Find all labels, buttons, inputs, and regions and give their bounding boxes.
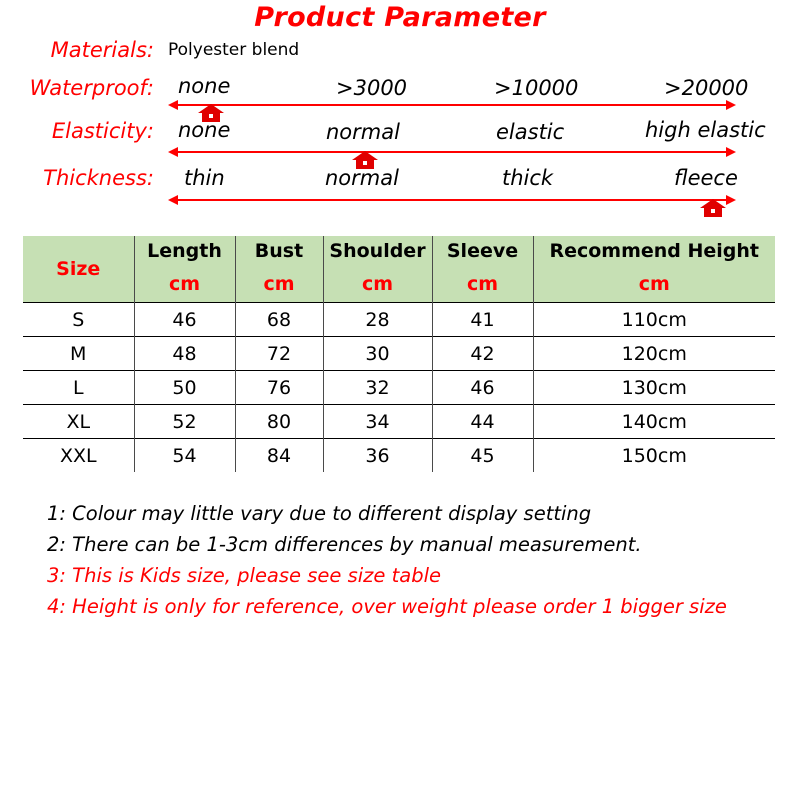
note-item: 3: This is Kids size, please see size table [47, 564, 441, 587]
materials-value: Polyester blend [168, 40, 300, 60]
waterproof-option-2: >3000 [336, 76, 408, 100]
waterproof-scale-arrow [168, 95, 736, 115]
note-item: 2: There can be 1-3cm differences by manual measurement. [47, 533, 642, 556]
house-marker-icon [700, 199, 726, 217]
thickness-option-2: normal [325, 166, 399, 190]
column-name: Shoulder [329, 240, 426, 262]
shoulder-cell: 36 [323, 439, 432, 473]
shoulder-cell: 30 [323, 337, 432, 371]
thickness-label: Thickness: [43, 166, 154, 190]
size-table [23, 236, 775, 472]
table-row [23, 405, 775, 439]
shoulder-cell: 28 [323, 303, 432, 337]
column-name: Recommend Height [549, 240, 760, 262]
thickness-option-4: fleece [674, 166, 738, 190]
table-row [23, 337, 775, 371]
bust-column-header [235, 236, 323, 303]
height-cell: 150cm [533, 439, 775, 473]
column-unit: cm [361, 273, 394, 295]
sleeve-cell: 44 [432, 405, 533, 439]
size-cell: XL [23, 405, 134, 439]
column-unit: cm [168, 273, 201, 295]
elasticity-label: Elasticity: [51, 119, 154, 143]
thickness-option-1: thin [184, 166, 225, 190]
shoulder-cell: 34 [323, 405, 432, 439]
height-cell: 120cm [533, 337, 775, 371]
shoulder-column-header [323, 236, 432, 303]
size-cell: L [23, 371, 134, 405]
table-row [23, 303, 775, 337]
column-unit: cm [466, 273, 499, 295]
elasticity-scale-arrow [168, 142, 736, 162]
waterproof-option-4: >20000 [664, 76, 749, 100]
notes-list [47, 498, 727, 622]
bust-cell: 68 [235, 303, 323, 337]
table-row [23, 439, 775, 473]
sleeve-cell: 41 [432, 303, 533, 337]
size-cell: M [23, 337, 134, 371]
length-cell: 50 [134, 371, 235, 405]
sleeve-cell: 45 [432, 439, 533, 473]
waterproof-option-3: >10000 [494, 76, 579, 100]
sleeve-cell: 42 [432, 337, 533, 371]
column-name: Sleeve [446, 240, 519, 262]
waterproof-option-1: none [178, 74, 231, 98]
size-column-header [23, 236, 134, 303]
size-cell: XXL [23, 439, 134, 473]
note-item: 1: Colour may little vary due to different display setting [47, 502, 592, 525]
recommend-height-column-header [533, 236, 775, 303]
column-name: Length [147, 240, 222, 262]
size-cell: S [23, 303, 134, 337]
bust-cell: 76 [235, 371, 323, 405]
length-cell: 48 [134, 337, 235, 371]
bust-cell: 72 [235, 337, 323, 371]
elasticity-option-4: high elastic [645, 118, 766, 142]
bust-cell: 80 [235, 405, 323, 439]
elasticity-option-3: elastic [496, 120, 565, 144]
materials-label: Materials: [50, 38, 154, 62]
sleeve-column-header [432, 236, 533, 303]
shoulder-cell: 32 [323, 371, 432, 405]
length-cell: 54 [134, 439, 235, 473]
column-name: Bust [254, 240, 304, 262]
length-column-header [134, 236, 235, 303]
page-title: Product Parameter [254, 2, 546, 33]
elasticity-option-2: normal [326, 120, 400, 144]
thickness-option-3: thick [502, 166, 554, 190]
size-header-label: Size [56, 258, 101, 280]
note-item: 4: Height is only for reference, over weight please order 1 bigger size [47, 595, 727, 618]
table-header-row [23, 236, 775, 303]
length-cell: 46 [134, 303, 235, 337]
length-cell: 52 [134, 405, 235, 439]
sleeve-cell: 46 [432, 371, 533, 405]
height-cell: 110cm [533, 303, 775, 337]
bust-cell: 84 [235, 439, 323, 473]
height-cell: 130cm [533, 371, 775, 405]
waterproof-label: Waterproof: [29, 76, 154, 100]
thickness-scale-arrow [168, 190, 736, 210]
height-cell: 140cm [533, 405, 775, 439]
column-unit: cm [263, 273, 295, 295]
table-row [23, 371, 775, 405]
elasticity-option-1: none [178, 118, 231, 142]
column-unit: cm [638, 273, 670, 295]
